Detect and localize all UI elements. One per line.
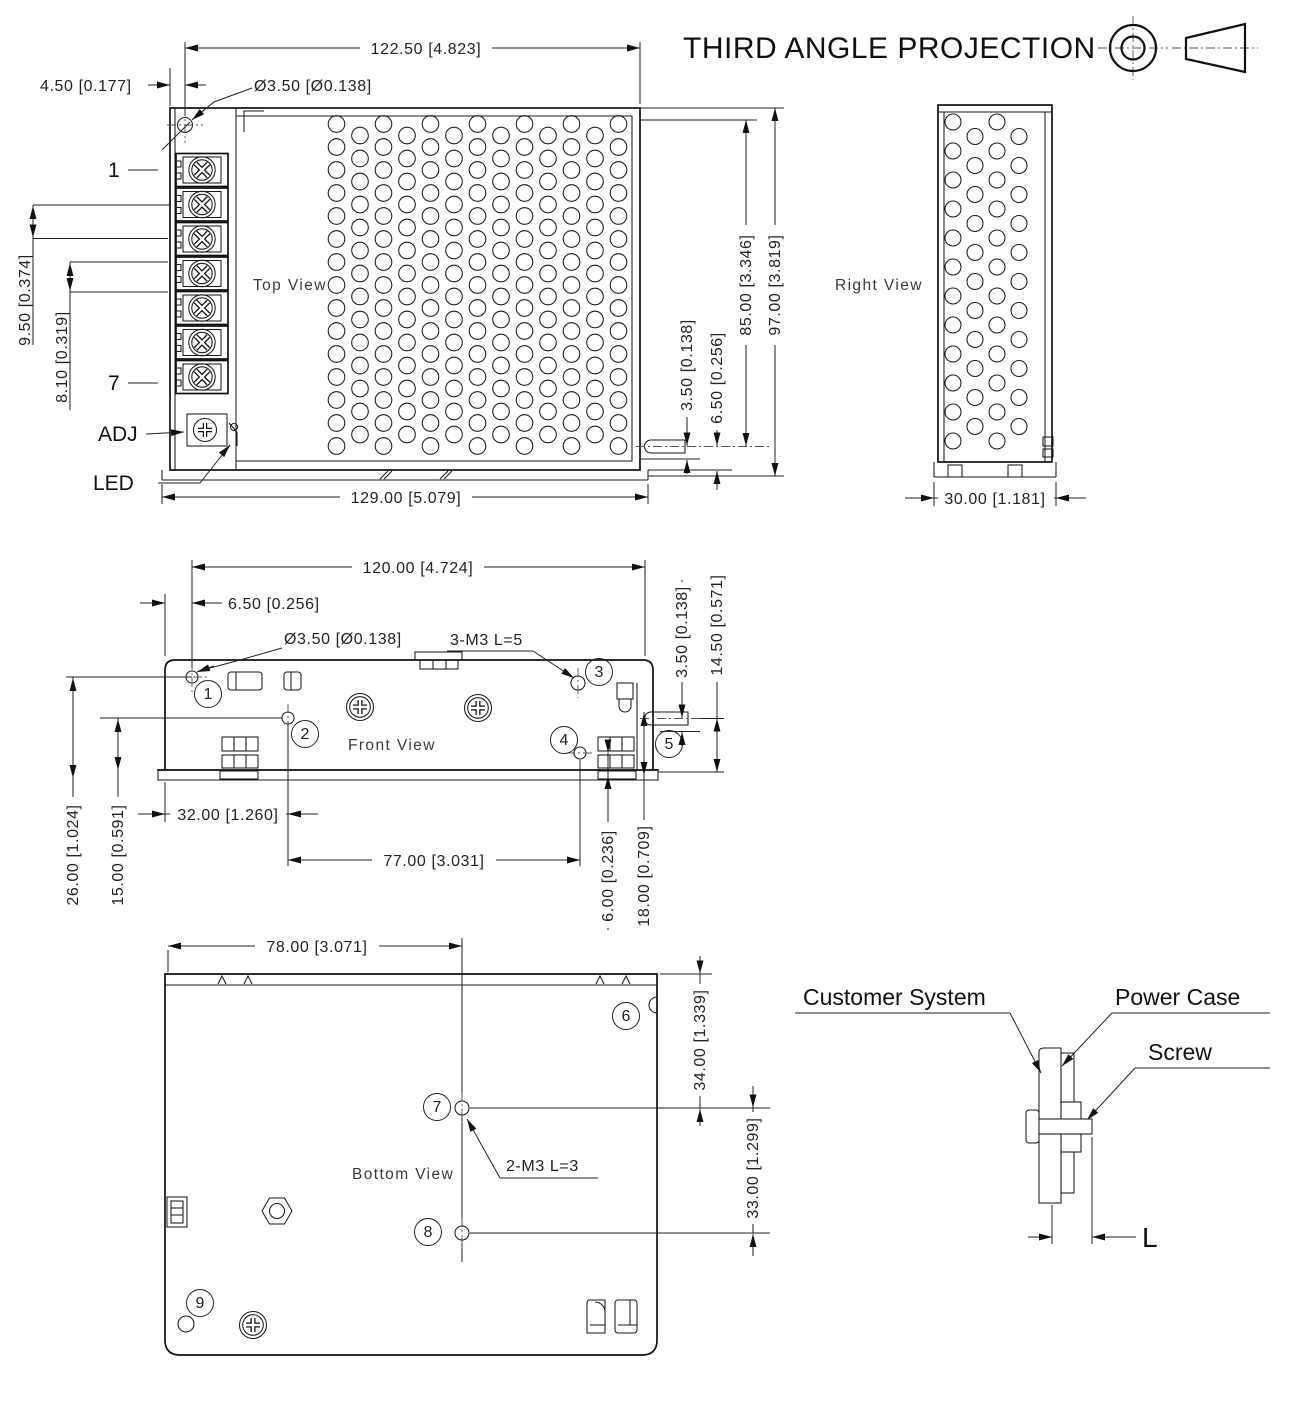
corner-mark [244, 111, 264, 132]
dim-77-00: 77.00 [3.031] [383, 853, 485, 870]
callout-5: 5 [664, 736, 674, 753]
top-view [17, 40, 784, 507]
title-block [683, 16, 1258, 80]
side-pin [636, 440, 770, 453]
right-view-dimensions [905, 482, 1086, 508]
front-top-tab [415, 652, 462, 669]
callout-9: 9 [195, 1295, 205, 1312]
dim-14-50: 14.50 [0.571] [709, 574, 726, 676]
bottom-view-label: Bottom View [352, 1166, 455, 1183]
power-case-label: Power Case [1115, 984, 1241, 1010]
callout-2: 2 [300, 726, 310, 743]
dim-32-00: 32.00 [1.260] [177, 807, 279, 824]
front-view [64, 559, 726, 930]
front-fuse-holder [617, 683, 633, 712]
dim-pin-6-50: 6.50 [0.256] [709, 332, 726, 424]
right-view-flange [934, 462, 1056, 477]
screw-section [1026, 1110, 1092, 1143]
customer-system-label: Customer System [803, 984, 986, 1010]
front-view-label: Front View [348, 737, 436, 754]
vent-holes-right [945, 114, 1027, 449]
dim-120-00: 120.00 [4.724] [362, 560, 474, 577]
callout-3: 3 [594, 664, 604, 681]
bottom-screw [240, 1312, 267, 1339]
bottom-view-dimensions [168, 938, 762, 1256]
front-hole-4 [566, 747, 594, 759]
projection-cone-symbol [1172, 24, 1258, 72]
callout-8: 8 [423, 1224, 433, 1241]
right-view-label: Right View [835, 277, 923, 294]
callout-4: 4 [559, 732, 569, 749]
dim-33-00: 33.00 [1.299] [745, 1117, 762, 1219]
dim-8-10: 8.10 [0.319] [54, 311, 71, 403]
dim-26-00: 26.00 [1.024] [65, 804, 82, 906]
front-side-pin [640, 712, 702, 725]
bottom-hole-8 [455, 1218, 469, 1248]
bottom-connector [167, 1197, 187, 1227]
callout-1: 1 [203, 686, 213, 703]
vent-holes-top [328, 116, 627, 455]
dim-18-00: 18.00 [0.709] [636, 825, 653, 927]
front-view-flange [158, 770, 658, 780]
front-screw-left [347, 694, 374, 721]
hex-standoff [262, 1198, 292, 1224]
dim-34-00: 34.00 [1.339] [692, 989, 709, 1091]
dim-6-50-front: 6.50 [0.256] [228, 596, 320, 613]
callout-6: 6 [621, 1008, 631, 1025]
front-vent-slots [228, 672, 301, 690]
front-terminal-footprint-left [222, 737, 258, 768]
projection-title: THIRD ANGLE PROJECTION [683, 32, 1096, 65]
dim-9-50: 9.50 [0.374] [17, 254, 34, 346]
detail-length-dim [1028, 1137, 1158, 1253]
mounting-detail [795, 984, 1270, 1253]
dim-78-00: 78.00 [3.071] [266, 939, 368, 956]
dim-30-00: 30.00 [1.181] [944, 491, 1046, 508]
bottom-view [165, 938, 770, 1355]
front-screw-3 [571, 668, 585, 698]
dim-pin-3-50: 3.50 [0.138] [679, 319, 696, 411]
dim-3-50-front: 3.50 [0.138] [674, 586, 691, 678]
dim-hole-dia: Ø3.50 [Ø0.138] [254, 78, 372, 95]
adj-label: ADJ [98, 423, 138, 446]
top-view-label: Top View [253, 277, 327, 294]
bottom-small-hole [178, 1316, 194, 1332]
bottom-brackets [587, 1300, 637, 1333]
note-3m3: 3-M3 L=5 [450, 632, 523, 649]
adj-potentiometer [187, 414, 227, 446]
dim-122-50: 122.50 [4.823] [370, 41, 482, 58]
edge-notch [649, 997, 657, 1013]
callout-7: 7 [432, 1099, 442, 1116]
dim-85-00: 85.00 [3.346] [738, 234, 755, 336]
bottom-view-outline [165, 974, 657, 1355]
length-L-label: L [1142, 1222, 1158, 1253]
terminal-1-label: 1 [108, 159, 120, 182]
dim-97-00: 97.00 [3.819] [767, 234, 784, 336]
dim-4-50: 4.50 [0.177] [40, 78, 132, 95]
note-2m3: 2-M3 L=3 [506, 1158, 579, 1175]
terminal-block-strip [176, 154, 228, 394]
front-terminal-footprint-right [598, 737, 634, 768]
front-screw-right [465, 695, 492, 722]
screw-label: Screw [1148, 1039, 1212, 1065]
dim-15-00: 15.00 [0.591] [110, 804, 127, 906]
dim-6-00: 6.00 [0.236] [600, 830, 617, 922]
dim-129-00: 129.00 [5.079] [350, 490, 462, 507]
right-view [835, 105, 1086, 508]
projection-circle-symbol [1098, 16, 1168, 80]
led-label: LED [93, 472, 134, 495]
dim-hole-dia-front: Ø3.50 [Ø0.138] [284, 631, 402, 648]
top-view-flange [162, 470, 648, 480]
terminal-7-label: 7 [108, 372, 120, 395]
front-callouts [195, 659, 683, 758]
